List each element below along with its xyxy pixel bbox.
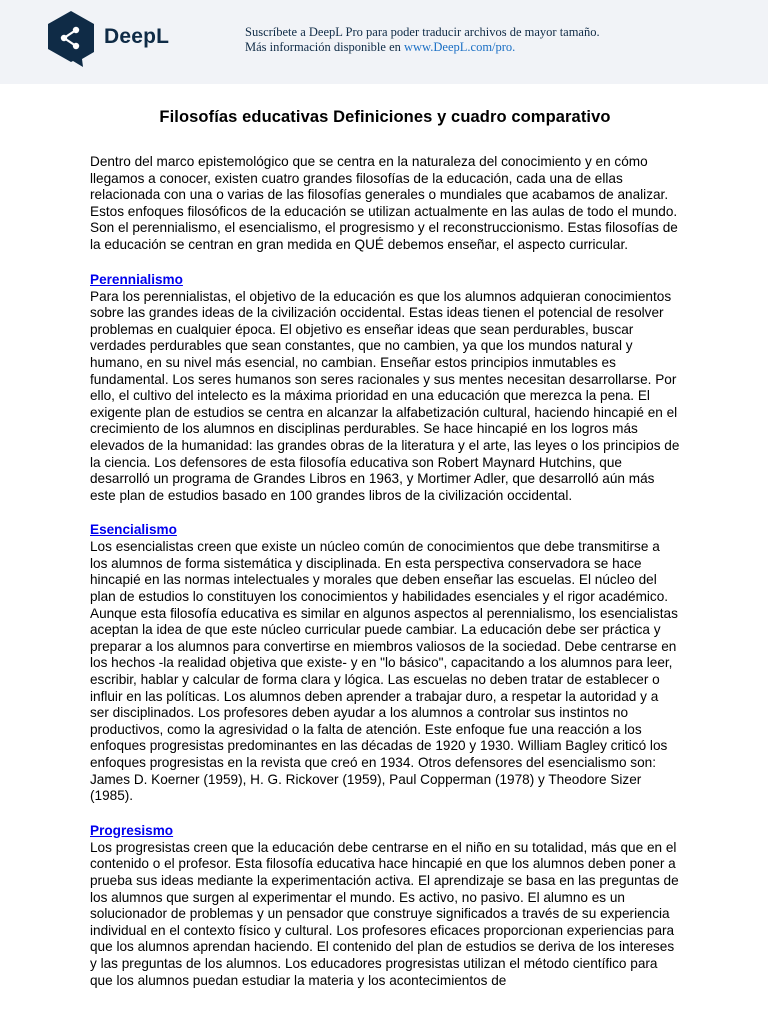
section-body-perennialismo: Para los perennialistas, el objetivo de la educación es que los alumnos adquieran conocimientos sobre las grandes ideas de la civilización occidental. Estas ideas tienen el potencial de resolver problemas en cualquier época. El objetivo es enseñar ideas que sean perdurables, buscar verdades perdurables que sean constantes, que no cambien, ya que los mundos natural y humano, en su nivel más esencial, no cambian. Enseñar estos principios inmutables es fundamental. Los seres humanos son seres racionales y sus mentes necesitan desarrollarse. Por ello, el cultivo del intelecto es la máxima prioridad en una educación que merezca la pena. El exigente plan de estudios se centra en alcanzar la alfabetización cultural, haciendo hincapié en el crecimiento de los alumnos en disciplinas perdurables. Se hace hincapié en los logros más elevados de la humanidad: las grandes obras de la literatura y el arte, las leyes o los principios de la ciencia. Los defensores de esta filosofía educativa son Robert Maynard Hutchins, que desarrolló un programa de Grandes Libros en 1963, y Mortimer Adler, que desarrolló aún más este plan de estudios basado en 100 grandes libros de la civilización occidental.: [90, 288, 680, 503]
pro-info-prefix: Más información disponible en: [245, 40, 404, 54]
section-progresismo: [90, 822, 680, 989]
pro-info-line: [245, 40, 600, 55]
pro-upsell-message: [245, 25, 600, 55]
section-heading-progresismo[interactable]: Progresismo: [90, 822, 174, 838]
section-perennialismo: [90, 271, 680, 505]
section-body-progresismo: Los progresistas creen que la educación debe centrarse en el niño en su totalidad, más que en el contenido o el profesor. Esta filosofía educativa hace hincapié en que los alumnos deben poner a prueba sus ideas mediante la experimentación activa. El aprendizaje se basa en las preguntas de los alumnos que surgen al experimentar el mundo. Es activo, no pasivo. El alumno es un solucionador de problemas y un pensador que construye significados a través de su experiencia individual en el contexto físico y cultural. Los profesores eficaces proporcionan experiencias para que los alumnos aprendan haciendo. El contenido del plan de estudios se deriva de los intereses y las preguntas de los alumnos. Los educadores progresistas utilizan el método científico para que los alumnos puedan estudiar la materia y los acontecimientos de: [90, 839, 679, 988]
pro-upsell-line: Suscríbete a DeepL Pro para poder traducir archivos de mayor tamaño.: [245, 25, 600, 39]
section-heading-perennialismo[interactable]: Perennialismo: [90, 271, 183, 287]
deepl-banner: [0, 0, 768, 84]
deepl-logo-icon: [46, 10, 96, 68]
document-title: Filosofías educativas Definiciones y cuadro comparativo: [159, 108, 611, 126]
section-esencialismo: [90, 521, 680, 805]
deepl-logo-text: DeepL: [104, 25, 170, 48]
section-body-esencialismo: Los esencialistas creen que existe un núcleo común de conocimientos que debe transmitirse a los alumnos de forma sistemática y disciplinada. En esta perspectiva conservadora se hace hincapié en las normas intelectuales y morales que deben enseñar las escuelas. El núcleo del plan de estudios lo constituyen los conocimientos y habilidades esenciales y el rigor académico. Aunque esta filosofía educativa es similar en algunos aspectos al perennialismo, los esencialistas aceptan la idea de que este núcleo curricular puede cambiar. La educación debe ser práctica y preparar a los alumnos para convertirse en miembros valiosos de la sociedad. Debe centrarse en los hechos -la realidad objetiva que existe- y en "lo básico", capacitando a los alumnos para leer, escribir, hablar y calcular de forma clara y lógica. Las escuelas no deben tratar de establecer o influir en las políticas. Los alumnos deben aprender a trabajar duro, a respetar la autoridad y a ser disciplinados. Los profesores deben ayudar a los alumnos a controlar sus instintos no productivos, como la agresividad o la falta de atención. Este enfoque fue una reacción a los enfoques progresistas predominantes en las décadas de 1920 y 1930. William Bagley criticó los enfoques progresistas en la revista que creó en 1934. Otros defensores del esencialismo son: James D. Koerner (1959), H. G. Rickover (1959), Paul Copperman (1978) y Theodore Sizer (1985).: [90, 539, 678, 804]
section-heading-esencialismo[interactable]: Esencialismo: [90, 522, 177, 538]
document-page: [90, 108, 680, 989]
intro-paragraph: Dentro del marco epistemológico que se centra en la naturaleza del conocimiento y en cómo llegamos a conocer, existen cuatro grandes filosofías de la educación, cada una de ellas relacionada con una o varias de las filosofías generales o mundiales que acabamos de analizar. Estos enfoques filosóficos de la educación se utilizan actualmente en las aulas de todo el mundo. Son el perennialismo, el esencialismo, el progresismo y el reconstruccionismo. Estas filosofías de la educación se centran en gran medida en QUÉ debemos enseñar, el aspecto curricular.: [90, 154, 678, 252]
deepl-pro-link[interactable]: www.DeepL.com/pro.: [404, 40, 516, 54]
